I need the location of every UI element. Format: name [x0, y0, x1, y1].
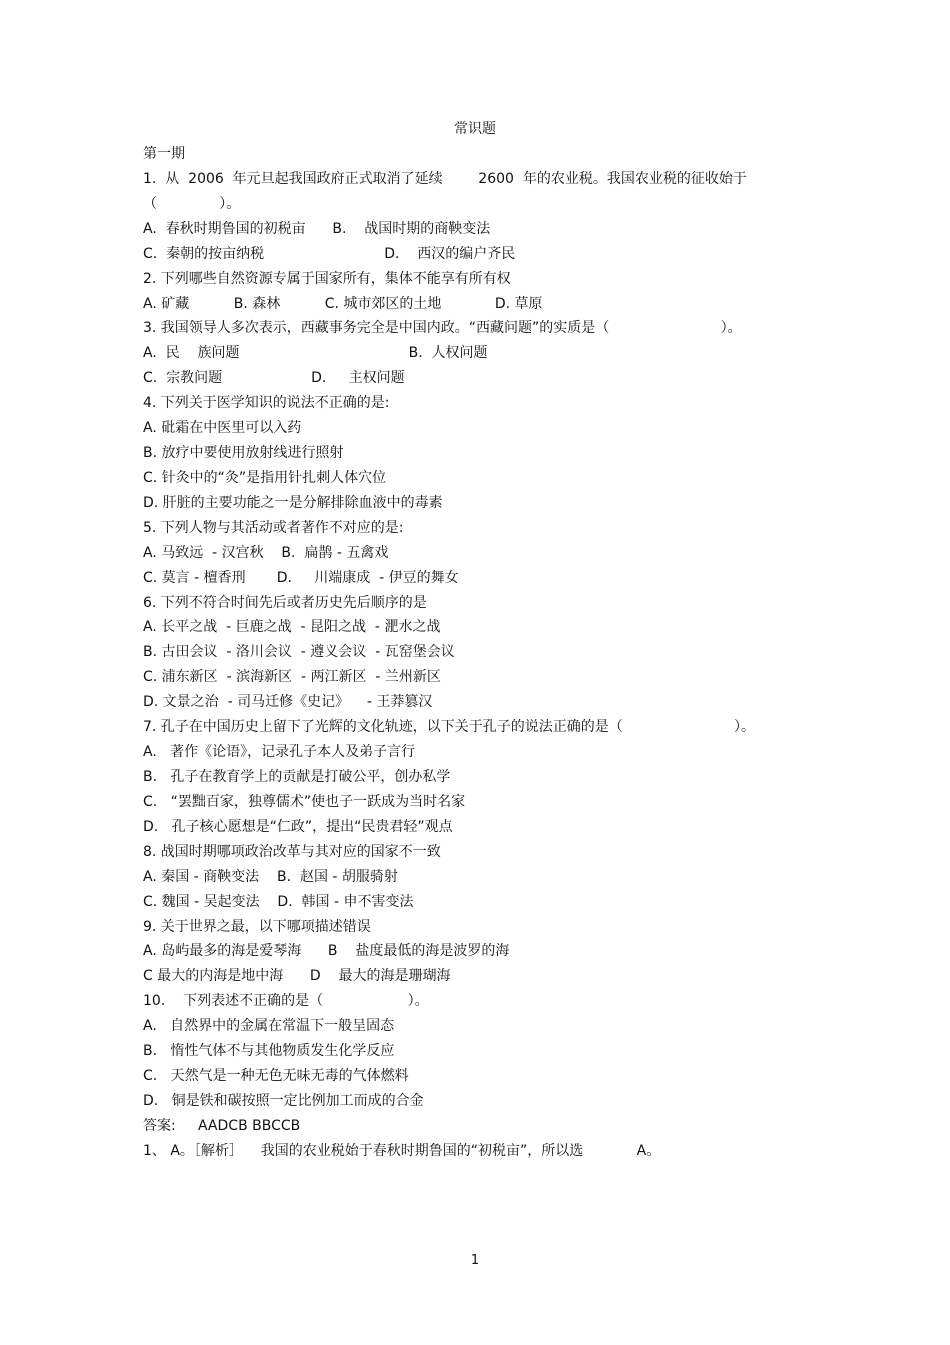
- text-line: D. 文景之治 - 司马迁修《史记》 - 王莽篡汉: [143, 694, 433, 711]
- text-line: C. 天然气是一种无色无味无毒的气体燃料: [143, 1068, 409, 1085]
- text-line: 1、 A。［解析］ 我国的农业税始于春秋时期鲁国的“初税亩”，所以选 A。: [143, 1142, 661, 1159]
- text-line: C. 宗教问题 D. 主权问题: [143, 370, 405, 387]
- text-line: 9. 关于世界之最，以下哪项描述错误: [143, 918, 371, 935]
- text-line: A. 马致远 - 汉宫秋 B. 扁鹊 - 五禽戏: [143, 544, 389, 561]
- text-line: A. 自然界中的金属在常温下一般呈固态: [143, 1018, 395, 1035]
- text-line: C 最大的内海是地中海 D 最大的海是珊瑚海: [143, 968, 451, 985]
- text-line: C. 浦东新区 - 滨海新区 - 两江新区 - 兰州新区: [143, 669, 441, 686]
- text-line: A. 著作《论语》，记录孔子本人及弟子言行: [143, 744, 416, 761]
- text-line: B. 孔子在教育学上的贡献是打破公平，创办私学: [143, 769, 451, 785]
- page-number: 1: [470, 1253, 480, 1268]
- text-line: 6. 下列不符合时间先后或者历史先后顺序的是: [143, 594, 427, 611]
- text-line: B. 惰性气体不与其他物质发生化学反应: [143, 1043, 395, 1060]
- text-line: A. 长平之战 - 巨鹿之战 - 昆阳之战 - 淝水之战: [143, 619, 441, 636]
- text-line: 7. 孔子在中国历史上留下了光辉的文化轨迹，以下关于孔子的说法正确的是（ ）。: [143, 719, 756, 736]
- text-line: B. 放疗中要使用放射线进行照射: [143, 445, 344, 462]
- text-line: 5. 下列人物与其活动或者著作不对应的是:: [143, 519, 404, 536]
- text-line: 第一期: [143, 146, 185, 162]
- text-line: 8. 战国时期哪项政治改革与其对应的国家不一致: [143, 843, 441, 860]
- text-line: 4. 下列关于医学知识的说法不正确的是:: [143, 395, 390, 412]
- text-line: C. 秦朝的按亩纳税 D. 西汉的编户齐民: [143, 245, 516, 262]
- text-line: B. 古田会议 - 洛川会议 - 遵义会议 - 瓦窑堡会议: [143, 644, 455, 661]
- text-line: A. 春秋时期鲁国的初税亩 B. 战国时期的商鞅变法: [143, 220, 491, 237]
- text-line: C. “罢黜百家，独尊儒术”使也子一跃成为当时名家: [143, 793, 466, 810]
- text-line: 1. 从 2006 年元旦起我国政府正式取消了延续 2600 年的农业税。我国农业税的征收始于: [143, 170, 747, 187]
- text-line: A. 秦国 - 商鞅变法 B. 赵国 - 胡服骑射: [143, 868, 398, 885]
- page-title: 常识题: [454, 121, 496, 137]
- text-line: 答案: AADCB BBCCB: [143, 1117, 301, 1134]
- text-line: D. 肝脏的主要功能之一是分解排除血液中的毒素: [143, 494, 443, 511]
- text-line: D. 铜是铁和碳按照一定比例加工而成的合金: [143, 1092, 424, 1109]
- text-line: （ ）。: [143, 195, 241, 212]
- text-line: 3. 我国领导人多次表示，西藏事务完全是中国内政。“西藏问题”的实质是（ ）。: [143, 320, 742, 337]
- text-line: D. 孔子核心愿想是“仁政”，提出“民贵君轻”观点: [143, 818, 453, 835]
- text-line: A. 矿藏 B. 森林 C. 城市郊区的土地 D. 草原: [143, 295, 543, 312]
- text-line: A. 民 族问题 B. 人权问题: [143, 345, 488, 362]
- text-line: 2. 下列哪些自然资源专属于国家所有，集体不能享有所有权: [143, 270, 511, 287]
- text-line: A. 岛屿最多的海是爱琴海 B 盐度最低的海是波罗的海: [143, 943, 510, 960]
- text-line: A. 砒霜在中医里可以入药: [143, 420, 302, 437]
- text-line: C. 魏国 - 吴起变法 D. 韩国 - 申不害变法: [143, 893, 414, 910]
- text-line: 10. 下列表述不正确的是（ ）。: [143, 993, 429, 1010]
- text-line: C. 针灸中的“灸”是指用针扎刺人体穴位: [143, 469, 387, 486]
- text-line: C. 莫言 - 檀香刑 D. 川端康成 - 伊豆的舞女: [143, 569, 459, 586]
